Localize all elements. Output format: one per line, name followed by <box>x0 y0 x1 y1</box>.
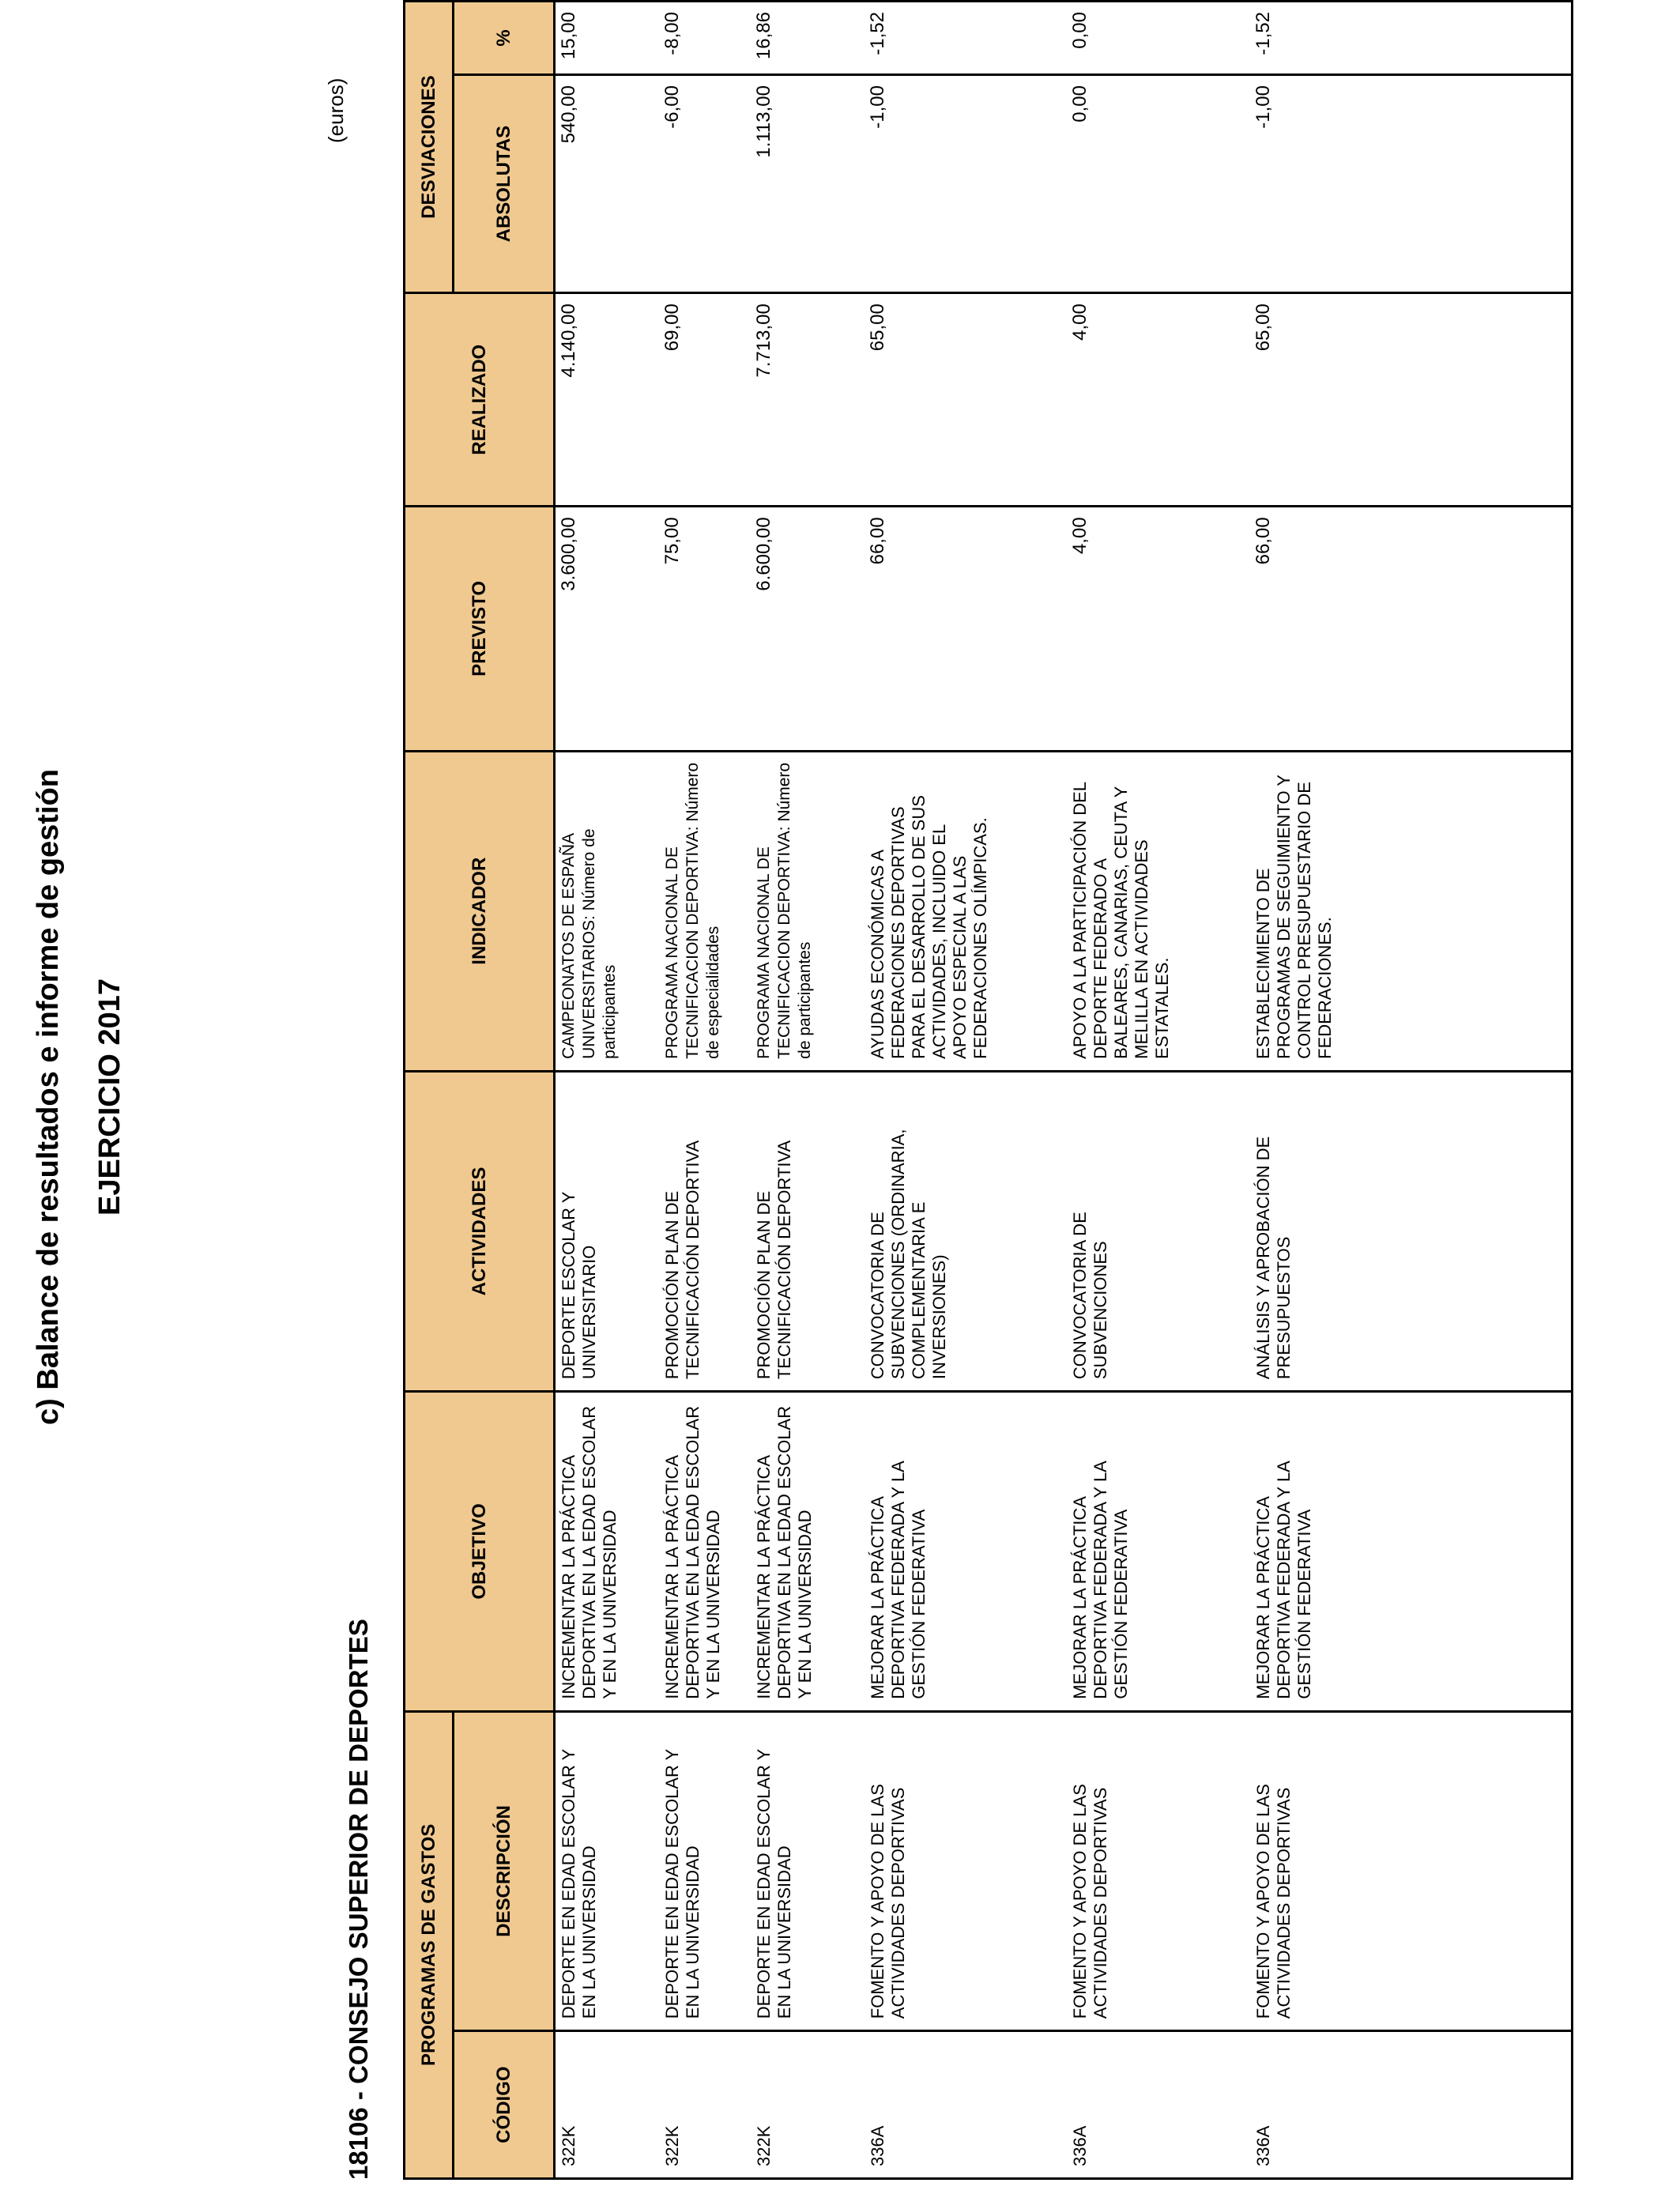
cell-porcentaje: 16,86 <box>751 2 864 75</box>
col-header-codigo: CÓDIGO <box>454 2031 555 2179</box>
exercise-title: EJERCICIO 2017 <box>93 978 126 1216</box>
cell-porcentaje: -1,52 <box>1250 2 1573 75</box>
cell-codigo: 322K <box>659 2031 751 2179</box>
cell-actividades: ANÁLISIS Y APROBACIÓN DE PRESUPUESTOS <box>1250 1071 1573 1391</box>
cell-objetivo: INCREMENTAR LA PRÁCTICA DEPORTIVA EN LA EDAD ESCOLAR Y EN LA UNIVERSIDAD <box>659 1392 751 1712</box>
cell-descripcion: FOMENTO Y APOYO DE LAS ACTIVIDADES DEPORTIVAS <box>1250 1711 1573 2030</box>
cell-porcentaje: 15,00 <box>555 2 659 75</box>
table-row <box>555 2 659 2179</box>
units-label: (euros) <box>324 77 348 143</box>
cell-previsto: 4,00 <box>1067 507 1250 751</box>
cell-indicador: CAMPEONATOS DE ESPAÑA UNIVERSITARIOS: Número de participantes <box>555 751 659 1071</box>
group-header-desviaciones: DESVIACIONES <box>405 2 454 293</box>
col-header-porcentaje: % <box>454 2 555 75</box>
col-header-indicador: INDICADOR <box>405 751 555 1071</box>
cell-codigo: 336A <box>864 2031 1067 2179</box>
cell-realizado: 69,00 <box>659 293 751 507</box>
organism-name: 18106 - CONSEJO SUPERIOR DE DEPORTES <box>344 1619 373 2180</box>
cell-actividades: CONVOCATORIA DE SUBVENCIONES (ORDINARIA, COMPLEMENTARIA E INVERSIONES) <box>864 1071 1067 1391</box>
cell-previsto: 66,00 <box>864 507 1067 751</box>
cell-realizado: 4.140,00 <box>555 293 659 507</box>
cell-previsto: 6.600,00 <box>751 507 864 751</box>
cell-codigo: 322K <box>555 2031 659 2179</box>
cell-previsto: 75,00 <box>659 507 751 751</box>
table-row <box>864 2 1067 2179</box>
table-row <box>1250 2 1573 2179</box>
cell-realizado: 65,00 <box>864 293 1067 507</box>
cell-indicador: AYUDAS ECONÓMICAS A FEDERACIONES DEPORTIVAS PARA EL DESARROLLO DE SUS ACTIVIDADES, INCLUIDO EL APOYO ESPECIAL A LAS FEDERACIONES OLÍMPICAS. <box>864 751 1067 1071</box>
cell-descripcion: FOMENTO Y APOYO DE LAS ACTIVIDADES DEPORTIVAS <box>1067 1711 1250 2030</box>
col-header-descripcion: DESCRIPCIÓN <box>454 1711 555 2030</box>
cell-previsto: 3.600,00 <box>555 507 659 751</box>
cell-objetivo: MEJORAR LA PRÁCTICA DEPORTIVA FEDERADA Y LA GESTIÓN FEDERATIVA <box>1067 1392 1250 1712</box>
cell-indicador: ESTABLECIMIENTO DE PROGRAMAS DE SEGUIMIENTO Y CONTROL PRESUPUESTARIO DE FEDERACIONES. <box>1250 751 1573 1071</box>
cell-descripcion: DEPORTE EN EDAD ESCOLAR Y EN LA UNIVERSIDAD <box>659 1711 751 2030</box>
cell-absolutas: 0,00 <box>1067 75 1250 293</box>
results-table <box>403 0 1573 2180</box>
cell-descripcion: DEPORTE EN EDAD ESCOLAR Y EN LA UNIVERSIDAD <box>555 1711 659 2030</box>
table-row <box>751 2 864 2179</box>
cell-actividades: DEPORTE ESCOLAR Y UNIVERSITARIO <box>555 1071 659 1391</box>
cell-objetivo: INCREMENTAR LA PRÁCTICA DEPORTIVA EN LA EDAD ESCOLAR Y EN LA UNIVERSIDAD <box>555 1392 659 1712</box>
cell-realizado: 65,00 <box>1250 293 1573 507</box>
group-header-programas: PROGRAMAS DE GASTOS <box>405 1711 454 2178</box>
table-row <box>659 2 751 2179</box>
cell-indicador: PROGRAMA NACIONAL DE TECNIFICACION DEPORTIVA: Número de especialidades <box>659 751 751 1071</box>
table-row <box>1067 2 1250 2179</box>
cell-realizado: 7.713,00 <box>751 293 864 507</box>
cell-codigo: 336A <box>1067 2031 1250 2179</box>
col-header-absolutas: ABSOLUTAS <box>454 75 555 293</box>
cell-absolutas: 1.113,00 <box>751 75 864 293</box>
col-header-objetivo: OBJETIVO <box>405 1392 555 1712</box>
report-title: c) Balance de resultados e informe de gestión <box>32 769 65 1425</box>
cell-previsto: 66,00 <box>1250 507 1573 751</box>
cell-objetivo: MEJORAR LA PRÁCTICA DEPORTIVA FEDERADA Y LA GESTIÓN FEDERATIVA <box>864 1392 1067 1712</box>
cell-actividades: CONVOCATORIA DE SUBVENCIONES <box>1067 1071 1250 1391</box>
cell-codigo: 322K <box>751 2031 864 2179</box>
cell-indicador: APOYO A LA PARTICIPACIÓN DEL DEPORTE FEDERADO A BALEARES, CANARIAS, CEUTA Y MELILLA EN ACTIVIDADES ESTATALES. <box>1067 751 1250 1071</box>
cell-indicador: PROGRAMA NACIONAL DE TECNIFICACION DEPORTIVA: Número de participantes <box>751 751 864 1071</box>
cell-actividades: PROMOCIÓN PLAN DE TECNIFICACIÓN DEPORTIVA <box>751 1071 864 1391</box>
col-header-realizado: REALIZADO <box>405 293 555 507</box>
cell-objetivo: MEJORAR LA PRÁCTICA DEPORTIVA FEDERADA Y LA GESTIÓN FEDERATIVA <box>1250 1392 1573 1712</box>
cell-absolutas: -1,00 <box>864 75 1067 293</box>
cell-realizado: 4,00 <box>1067 293 1250 507</box>
cell-codigo: 336A <box>1250 2031 1573 2179</box>
cell-objetivo: INCREMENTAR LA PRÁCTICA DEPORTIVA EN LA EDAD ESCOLAR Y EN LA UNIVERSIDAD <box>751 1392 864 1712</box>
cell-porcentaje: -1,52 <box>864 2 1067 75</box>
col-header-previsto: PREVISTO <box>405 507 555 751</box>
cell-descripcion: DEPORTE EN EDAD ESCOLAR Y EN LA UNIVERSIDAD <box>751 1711 864 2030</box>
cell-absolutas: -1,00 <box>1250 75 1573 293</box>
cell-absolutas: -6,00 <box>659 75 751 293</box>
cell-descripcion: FOMENTO Y APOYO DE LAS ACTIVIDADES DEPORTIVAS <box>864 1711 1067 2030</box>
cell-actividades: PROMOCIÓN PLAN DE TECNIFICACIÓN DEPORTIVA <box>659 1071 751 1391</box>
col-header-actividades: ACTIVIDADES <box>405 1071 555 1391</box>
cell-absolutas: 540,00 <box>555 75 659 293</box>
cell-porcentaje: 0,00 <box>1067 2 1250 75</box>
cell-porcentaje: -8,00 <box>659 2 751 75</box>
